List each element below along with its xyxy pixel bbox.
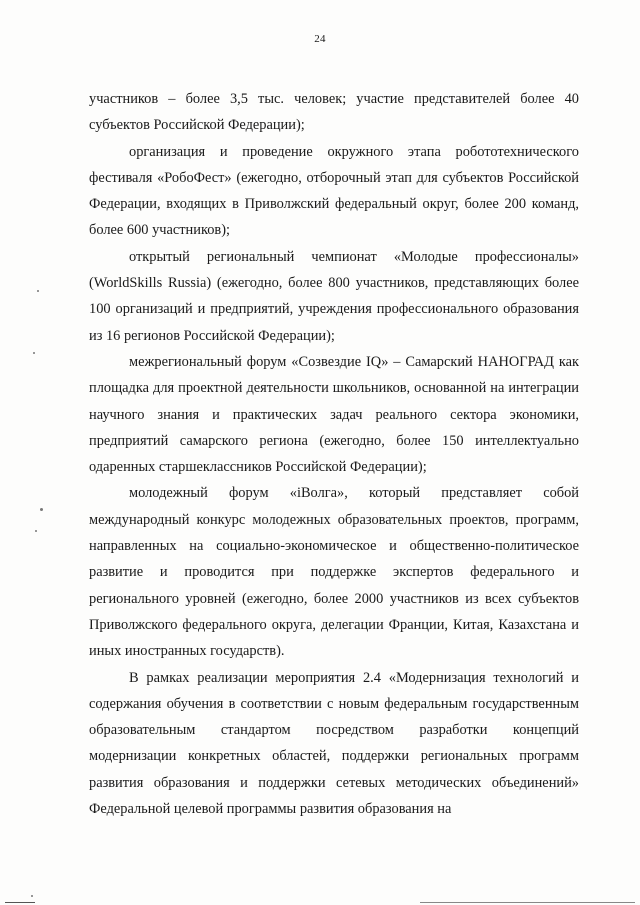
scan-speck — [37, 290, 39, 292]
paragraph-robofest: организация и проведение окружного этапа робототехнического фестиваля «РобоФест» (ежегодно, отборочный этап для субъектов Российской Федерации, входящих в Приволжский федеральный округ, более 200 команд, более 600 участников); — [89, 143, 579, 239]
paragraph-worldskills: открытый региональный чемпионат «Молодые профессионалы» (WorldSkills Russia) (ежегодно, более 800 участников, представляющих более 100 организаций и предприятий, учреждения профессионального образования из 16 регионов Российской Федерации); — [89, 248, 579, 344]
body-text — [89, 86, 579, 822]
paragraph-measure-2-4: В рамках реализации мероприятия 2.4 «Модернизация технологий и содержания обучения в соответствии с новым федеральным государственным образовательным стандартом посредством разработки концепций модернизации конкретных областей, поддержки региональных программ развития образования и поддержки сетевых методических объединений» Федеральной целевой программы развития образования на — [89, 669, 579, 818]
scan-edge-line — [5, 902, 35, 903]
scan-speck — [31, 895, 33, 897]
paragraph-participants-continuation: участников – более 3,5 тыс. человек; участие представителей более 40 субъектов Российской Федерации); — [89, 91, 579, 134]
scan-speck — [35, 530, 37, 532]
scan-edge-line — [420, 902, 635, 903]
page-number: 24 — [314, 33, 326, 45]
paragraph-ivolga: молодежный форум «iВолга», который представляет собой международный конкурс молодежных образовательных проектов, программ, направленных на социально-экономическое и общественно-политическое развитие и проводится при поддержке экспертов федерального и регионального уровней (ежегодно, более 2000 участников из всех субъектов Приволжского федерального округа, делегации Франции, Китая, Казахстана и иных иностранных государств). — [89, 485, 579, 660]
scan-speck — [33, 352, 35, 354]
scan-speck — [40, 508, 43, 511]
paragraph-sozvezdie-iq: межрегиональный форум «Созвездие IQ» – Самарский НАНОГРАД как площадка для проектной деятельности школьников, основанной на интеграции научного знания и практических задач реального сектора экономики, предприятий самарского региона (ежегодно, более 150 интеллектуально одаренных старшеклассников Российской Федерации); — [89, 353, 579, 476]
